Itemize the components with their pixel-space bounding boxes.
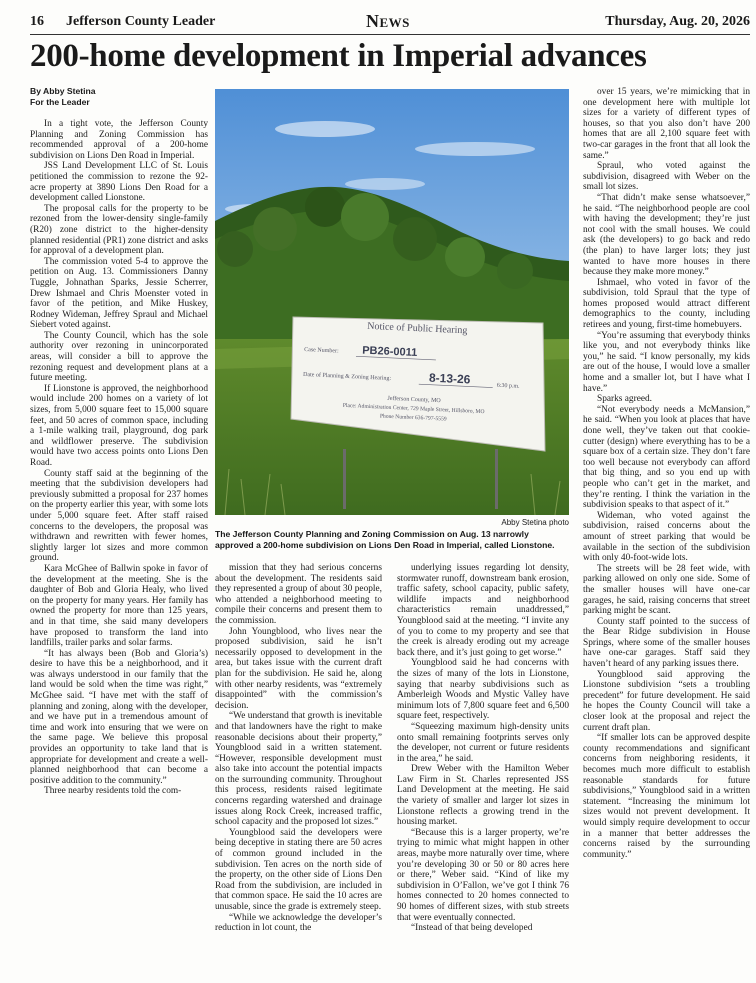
sign-time: 6:30 p.m.: [496, 382, 520, 390]
photo-caption: The Jefferson County Planning and Zoning Commission on Aug. 13 narrowly approved a 200-home subdivision on Lions Den Road in Imperial, called Lionstone.: [215, 529, 555, 550]
paragraph: Sparks agreed.: [597, 394, 653, 405]
article-column-4: [583, 87, 750, 979]
paragraph: “Because this is a larger property, we’re trying to mimic what might happen in other areas, maybe more naturally over time, where you’re developing 30 or 50 or 80 acres here or there,” Weber said. “Kind of like my subdivision in O’Fallon, we’ve got I think 76 homes connected to 20 homes connected to 90 homes of different sizes, with stub streets that were eventually connected.: [397, 827, 569, 923]
paragraph: Wideman, who voted against the subdivision, raised concerns about the amount of street parking that would be available in the section of the subdivision with only 40-foot-wide lots.: [583, 510, 750, 564]
sign-title: Notice of Public Hearing: [366, 320, 468, 337]
paragraph: Spraul, who voted against the subdivision, disagreed with Weber on the small lot sizes.: [583, 161, 750, 193]
paragraph: “That didn’t make sense whatsoever,” he said. “The neighborhood people are cool with having the development; they’re just not cool with the small houses. We could ask (the developers) to go back and redo (the plan) to have larger lots; they just wanted to have more houses in there because they make more money.”: [583, 192, 750, 278]
issue-date: Thursday, Aug. 20, 2026: [605, 14, 750, 29]
paragraph: The streets will be 28 feet wide, with parking allowed on only one side. Some of the smaller houses will have one-car garages, he said, raising concerns that street parking might be scant.: [583, 563, 750, 617]
byline-author: By Abby Stetina: [30, 86, 96, 96]
page-number: 16: [30, 14, 44, 29]
paragraph: JSS Land Development LLC of St. Louis petitioned the commission to rezone the 92-acre property at 3890 Lions Den Road for a development called Lionstone.: [30, 161, 208, 204]
paragraph: Kara McGhee of Ballwin spoke in favor of the development at the meeting. She is the daughter of Bob and Gloria Healy, who lived on the property for many years. Her family has owned the property for more than 125 years, and in that time, she said many developers have proposed to transform the land into landfills, trailer parks and solar farms.: [30, 563, 208, 649]
article-column-2: [215, 563, 382, 979]
paragraph: John Youngblood, who lives near the proposed subdivision, said he isn’t necessarily opposed to development in the area, but takes issue with the current draft plan for the subdivision. He said he, along with other nearby residents, was “extremely disappointed” with the commission’s decision.: [215, 626, 382, 711]
paragraph: If Lionstone is approved, the neighborhood would include 200 homes on a variety of lot sizes, from 5,000 square feet to 15,000 square feet, and 50 acres of common space, including a 1-mile walking trail, playground, dog park and wildflower preserve. The subdivision would have two access points onto Lions Den Road.: [30, 383, 208, 468]
sign-hearing-date: 8-13-26: [428, 370, 471, 387]
byline: [30, 86, 208, 108]
paragraph: “You’re assuming that everybody thinks like you, and not everybody thinks like you,” he said. “I know personally, my kids are out of the house, I would love a smaller home and a smaller lot, but I have what I have.”: [583, 330, 750, 394]
paragraph: “Squeezing maximum high-density units onto small remaining footprints serves only the developer, not current or future residents in the area,” he said.: [397, 721, 569, 764]
paragraph: “While we acknowledge the developer’s reduction in lot count, the: [215, 912, 382, 934]
headline: 200-home development in Imperial advances: [30, 38, 647, 74]
paragraph: In a tight vote, the Jefferson County Planning and Zoning Commission has recommended approval of a 200-home subdivision on Lions Den Road in Imperial.: [30, 119, 208, 161]
paragraph: underlying issues regarding lot density, stormwater runoff, downstream bank erosion, traffic safety, school capacity, public safety, wildlife impacts and neighborhood characteristics remain unaddressed,” Youngblood said at the meeting. “I invite any of you to come to my property and see that the creek is already eroding out my acreage back there, and it’s just going to get worse.”: [397, 563, 569, 658]
publication-name: Jefferson County Leader: [66, 14, 216, 29]
paragraph: mission that they had serious concerns about the development. The residents said they represented a group of about 30 people, who attended a neighborhood meeting to compile their concerns and present them to the commission.: [215, 563, 382, 626]
paragraph: “If smaller lots can be approved despite county recommendations and significant concerns from neighboring residents, it becomes much more difficult to establish reasonable standards for future subdivisions,” Youngblood said in a written statement. “Increasing the minimum lot sizes would not prevent development. It would simply require development to occur in a manner that better addresses the concerns raised by the surrounding community.”: [583, 733, 750, 860]
sign-phone: Phone Number 636-797-5559: [379, 413, 447, 423]
article-column-3: [397, 563, 569, 979]
byline-affiliation: For the Leader: [30, 97, 90, 107]
article-column-1: [30, 119, 208, 979]
sign-place: Place: Administration Center, 729 Maple Street, Hillsboro, MO: [342, 402, 485, 416]
paragraph: “Instead of that being developed: [411, 923, 533, 934]
paragraph: Youngblood said the developers were being deceptive in stating there are 50 acres of common ground included in the subdivision. Ten acres on the north side of the property, on the other side of Lions Den Road from the subdivision, are included in that common space. He said the 10 acres are unusable, since the grade is extremely steep.: [215, 827, 382, 912]
paragraph: Youngblood said he had concerns with the sizes of many of the lots in Lionstone, saying that nearby subdivisions such as Amberleigh Woods and Mystic Valley have minimum lots of 7,800 square feet and 6,500 square feet, respectively.: [397, 658, 569, 722]
section-name: News: [366, 11, 410, 31]
paragraph: Youngblood said approving the Lionstone subdivision “sets a troubling precedent” for future development. He said he hopes the County Council will take a closer look at the proposal and reject the current draft plan.: [583, 669, 750, 733]
paragraph: Three nearby residents told the com-: [44, 786, 182, 797]
sign-case-number: PB26-0011: [361, 344, 418, 360]
page-header: [30, 12, 750, 35]
paragraph: “We understand that growth is inevitable and that landowners have the right to make reasonable decisions about their property,” Youngblood said in a written statement. “However, responsible development must also take into account the potential impacts on the surrounding community. Throughout this process, residents raised legitimate concerns regarding watershed and drainage issues along Rock Creek, increased traffic, school capacity and the proposed lot sizes.”: [215, 711, 382, 828]
paragraph: “Not everybody needs a McMansion,” he said. “When you look at places that have done well, they’ve taken out that cookie-cutter (design) where everything has to be a square box of a certain size. They don’t fare too well because not everybody can afford that big thing, and so you end up with people who can’t get in the market, and they’re renting. I think the variation in the subdivision speaks to that aspect of it.”: [583, 404, 750, 511]
paragraph: over 15 years, we’re mimicking that in one development here with multiple lot sizes for a variety of different types of houses, so that you also don’t have 200 homes that are all 2,100 square feet with two-car garages in the front that all look the same.”: [583, 87, 750, 161]
article-photo: [215, 89, 569, 515]
paragraph: County staff pointed to the success of the Bear Ridge subdivision in House Springs, where some of the smaller houses have one-car garages. Staff said they haven’t heard of any parking issues there.: [583, 616, 750, 670]
paragraph: County staff said at the beginning of the meeting that the subdivision developers had previously submitted a proposal for 237 homes on the property earlier this year, with some lots under 5,000 square feet. After staff raised concerns to the developers, the proposal was withdrawn and rewritten with fewer homes, slightly larger lot sizes and more common ground.: [30, 468, 208, 564]
sign-case-label: Case Number:: [304, 346, 339, 355]
paragraph: The County Council, which has the sole authority over rezoning in unincorporated areas, will consider a bill to approve the rezoning request and development plans at a future meeting.: [30, 330, 208, 384]
paragraph: The proposal calls for the property to be rezoned from the lower-density single-family (R20) zone district to the higher-density planned residential (PR1) zone district and asks for approval of a development plan.: [30, 203, 208, 257]
public-hearing-sign-photo: [215, 89, 569, 515]
paragraph: Ishmael, who voted in favor of the subdivision, told Spraul that the type of homes proposed would attract different demographics to the county, including retirees and young, first-time homebuyers.: [583, 277, 750, 331]
photo-credit: Abby Stetina photo: [501, 518, 569, 527]
paragraph: Drew Weber with the Hamilton Weber Law Firm in St. Charles represented JSS Land Development at the meeting. He said the variety of smaller and larger lot sizes in Lionstone reflects a growing trend in the housing market.: [397, 764, 569, 828]
paragraph: “It has always been (Bob and Gloria’s) desire to have this be a neighborhood, and it was always understood in our family that the land would be sold when the time was right,” McGhee said. “I have met with the staff of planning and zoning, along with the developer, and we have put in a tremendous amount of time and work into ensuring that we were on the same page. We believe this proposal provides an opportunity to take land that is appropriate for development and create a well-planned neighborhood that can become a positive addition to the community.”: [30, 648, 208, 786]
sign-org: Jefferson County, MO: [387, 395, 441, 405]
paragraph: The commission voted 5-4 to approve the petition on Aug. 13. Commissioners Danny Tuggle, Johnathan Sparks, Jessie Scherrer, Drew Ishmael and Chris Moenster voted in favor of the petition, and Mike Huskey, Rodney Wideman, Jeffrey Spraul and Michael Siebert voted against.: [30, 256, 208, 331]
sign-date-label: Date of Planning & Zoning Hearing:: [302, 371, 392, 382]
